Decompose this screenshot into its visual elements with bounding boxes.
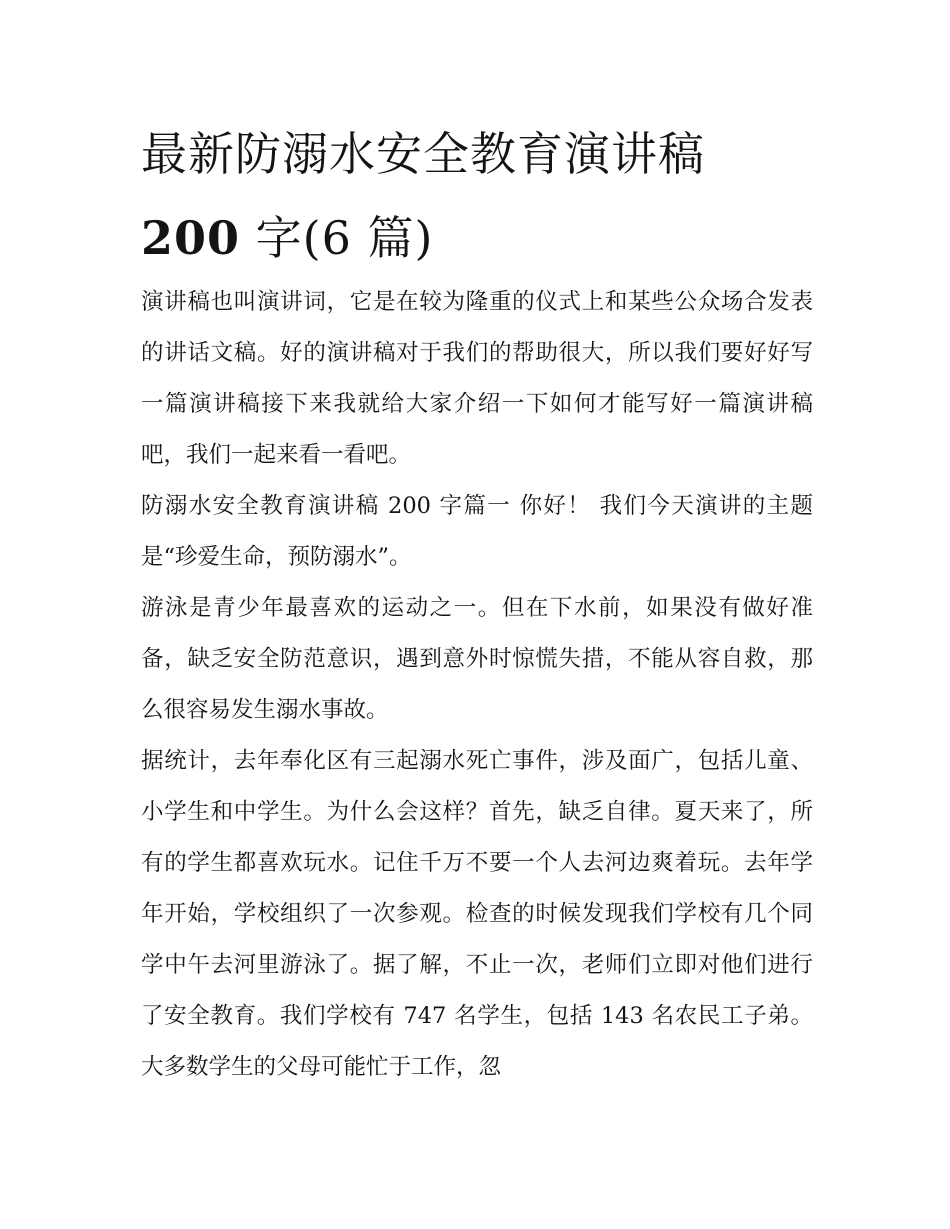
document-body xyxy=(141,277,813,1093)
title-line-2 xyxy=(141,196,821,280)
paragraph-swimming: 游泳是青少年最喜欢的运动之一。但在下水前，如果没有做好准备，缺乏安全防范意识，遇到意外时惊慌失措，不能从容自救，那么很容易发生溺水事故。 xyxy=(141,595,813,723)
paragraph-speech-opening: 防溺水安全教育演讲稿 200 字篇一 你好！ 我们今天演讲的主题是“珍爱生命，预防溺水”。 xyxy=(141,493,813,570)
document-title xyxy=(141,112,821,280)
title-line-1: 最新防溺水安全教育演讲稿 xyxy=(141,127,705,181)
title-suffix: 字(6 篇) xyxy=(240,211,434,265)
paragraph-intro: 演讲稿也叫演讲词，它是在较为隆重的仪式上和某些公众场合发表的讲话文稿。好的演讲稿对于我们的帮助很大，所以我们要好好写一篇演讲稿接下来我就给大家介绍一下如何才能写好一篇演讲稿吧，我们一起来看一看吧。 xyxy=(141,289,813,468)
title-number: 200 xyxy=(141,211,241,265)
paragraph-statistics: 据统计，去年奉化区有三起溺水死亡事件，涉及面广，包括儿童、小学生和中学生。为什么会这样？首先，缺乏自律。夏天来了，所有的学生都喜欢玩水。记住千万不要一个人去河边爽着玩。去年学年开始，学校组织了一次参观。检查的时候发现我们学校有几个同学中午去河里游泳了。据了解，不止一次，老师们立即对他们进行了安全教育。我们学校有 747 名学生，包括 143 名农民工子弟。大多数学生的父母可能忙于工作，忽 xyxy=(141,748,813,1080)
